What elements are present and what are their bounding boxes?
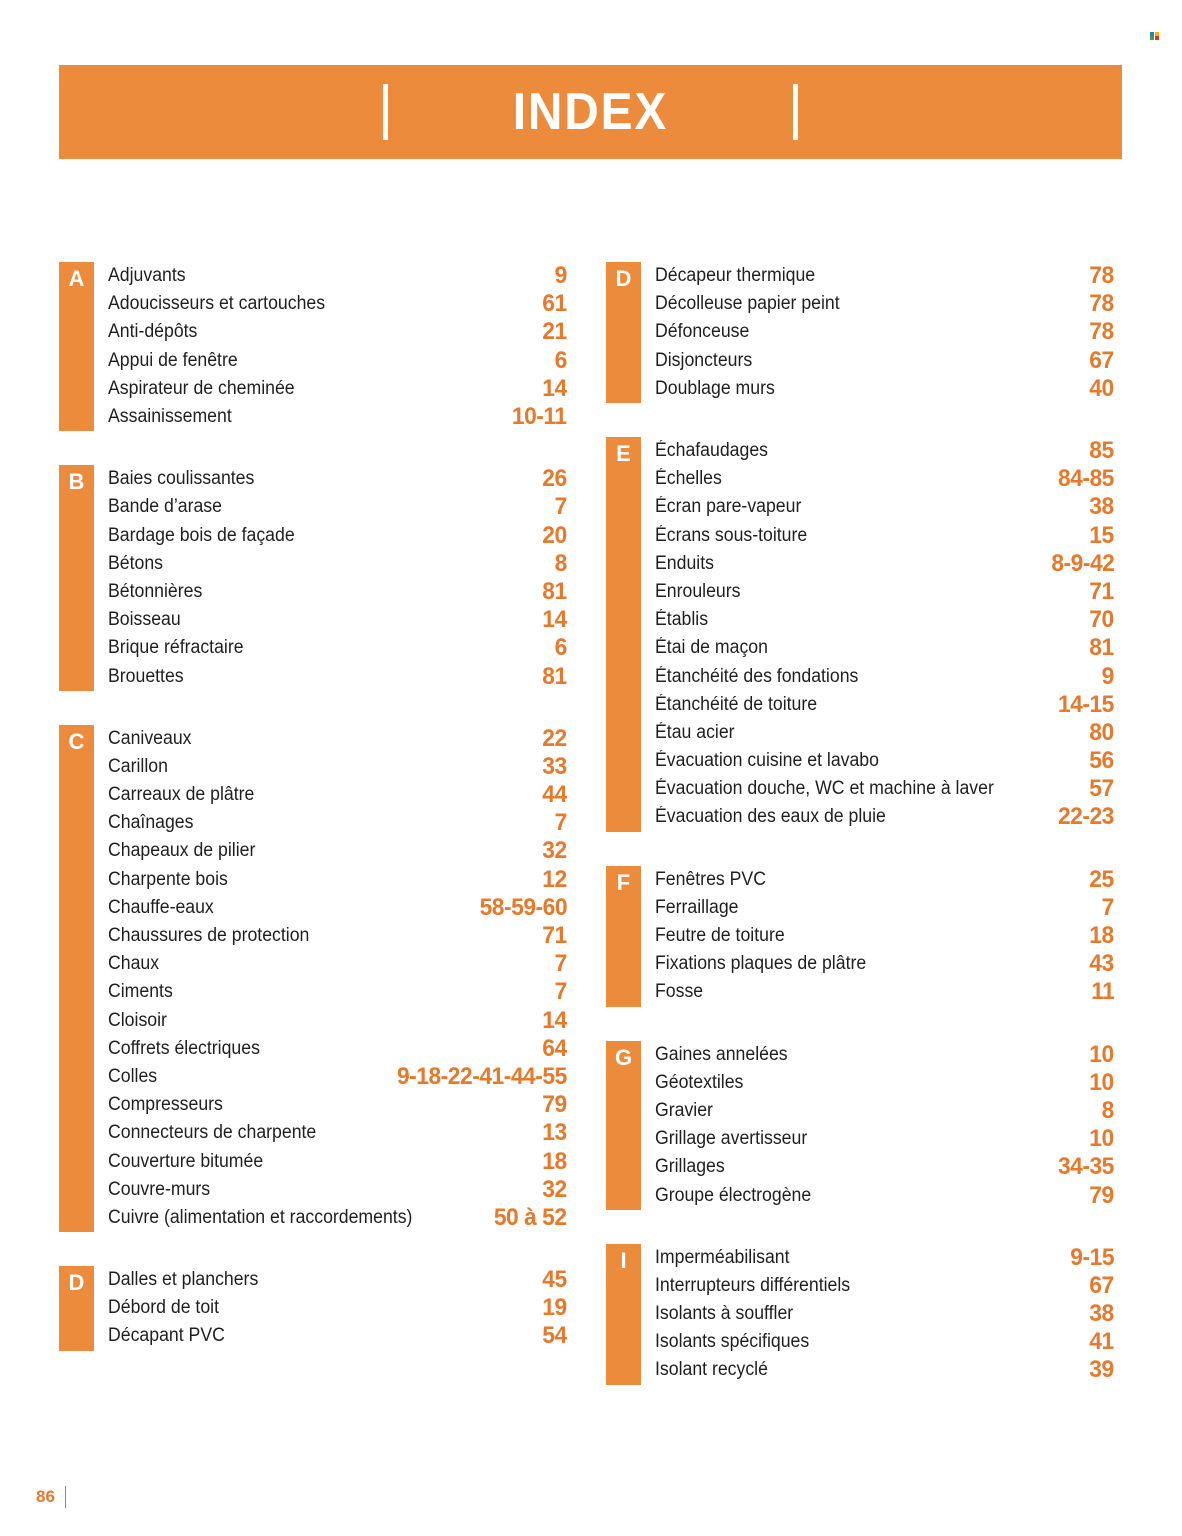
index-entry — [108, 978, 567, 1006]
entry-page: 7 — [554, 493, 567, 521]
entry-name: Coffrets électriques — [108, 1037, 260, 1059]
entry-page: 45 — [542, 1266, 567, 1294]
index-entry — [655, 691, 1114, 719]
index-entry — [655, 747, 1114, 775]
index-entry — [655, 347, 1114, 375]
index-entry — [108, 550, 567, 578]
entry-name: Fenêtres PVC — [655, 868, 766, 890]
entry-page: 8 — [1101, 1096, 1114, 1124]
entry-name: Baies coulissantes — [108, 468, 255, 490]
index-entry — [108, 1147, 567, 1175]
section-entries — [641, 437, 1114, 832]
section-entries — [94, 465, 567, 691]
index-section-a — [59, 262, 567, 431]
entry-name: Couvre-murs — [108, 1178, 211, 1200]
index-entry — [108, 866, 567, 894]
entry-page: 81 — [542, 577, 567, 605]
entry-name: Anti-dépôts — [108, 321, 198, 343]
section-entries — [641, 866, 1114, 1007]
entry-name: Étau acier — [655, 721, 735, 743]
index-entry — [108, 606, 567, 634]
section-entries — [94, 262, 567, 431]
entry-page: 81 — [542, 662, 567, 690]
entry-name: Bétons — [108, 552, 164, 574]
index-entry — [655, 1069, 1114, 1097]
index-entry — [108, 465, 567, 493]
entry-page: 26 — [542, 465, 567, 493]
section-letter: F — [606, 866, 641, 1007]
index-entry — [108, 809, 567, 837]
section-entries — [94, 1266, 567, 1351]
entry-name: Enduits — [655, 552, 714, 574]
index-entry — [655, 290, 1114, 318]
footer-divider — [65, 1486, 66, 1508]
entry-name: Échafaudages — [655, 440, 768, 462]
section-entries — [641, 262, 1114, 403]
entry-name: Enrouleurs — [655, 580, 741, 602]
entry-name: Chaînages — [108, 812, 194, 834]
index-entry — [108, 725, 567, 753]
section-letter: D — [59, 1266, 94, 1351]
entry-page: 81 — [1089, 634, 1114, 662]
section-letter: C — [59, 725, 94, 1232]
index-entry — [655, 662, 1114, 690]
entry-page: 33 — [542, 752, 567, 780]
entry-page: 10 — [1089, 1040, 1114, 1068]
entry-page: 25 — [1089, 865, 1114, 893]
entry-name: Étanchéité de toiture — [655, 693, 818, 715]
index-entry — [655, 437, 1114, 465]
entry-page: 67 — [1089, 1271, 1114, 1299]
index-section-e — [606, 437, 1114, 832]
entry-page: 57 — [1089, 775, 1114, 803]
index-entry — [108, 662, 567, 690]
entry-name: Écrans sous-toiture — [655, 524, 808, 546]
entry-name: Ferraillage — [655, 896, 739, 918]
entry-name: Défonceuse — [655, 321, 750, 343]
entry-page: 14-15 — [1058, 690, 1114, 718]
index-section-d — [59, 1266, 567, 1351]
index-entry — [655, 894, 1114, 922]
index-entry — [108, 1119, 567, 1147]
entry-name: Colles — [108, 1065, 158, 1087]
entry-name: Couverture bitumée — [108, 1150, 264, 1172]
index-entry — [108, 1266, 567, 1294]
entry-page: 64 — [542, 1034, 567, 1062]
index-column-left — [59, 262, 567, 1351]
entry-name: Brouettes — [108, 665, 184, 687]
entry-name: Échelles — [655, 468, 722, 490]
index-section-c — [59, 725, 567, 1232]
index-entry — [108, 1007, 567, 1035]
entry-page: 54 — [542, 1322, 567, 1350]
index-entry — [655, 375, 1114, 403]
entry-name: Isolants à souffler — [655, 1303, 794, 1325]
entry-name: Connecteurs de charpente — [108, 1122, 317, 1144]
index-entry — [108, 1091, 567, 1119]
index-entry — [655, 1097, 1114, 1125]
entry-page: 78 — [1089, 290, 1114, 318]
entry-name: Aspirateur de cheminée — [108, 377, 295, 399]
entry-name: Débord de toit — [108, 1297, 220, 1319]
index-entry — [655, 775, 1114, 803]
entry-name: Décolleuse papier peint — [655, 293, 840, 315]
entry-name: Boisseau — [108, 609, 181, 631]
entry-name: Charpente bois — [108, 868, 228, 890]
entry-name: Ciments — [108, 981, 173, 1003]
entry-page: 70 — [1089, 606, 1114, 634]
index-entry — [655, 606, 1114, 634]
index-entry — [108, 1204, 567, 1232]
entry-page: 7 — [1101, 893, 1114, 921]
index-entry — [655, 1153, 1114, 1181]
index-entry — [655, 922, 1114, 950]
entry-name: Évacuation des eaux de pluie — [655, 806, 886, 828]
entry-name: Gravier — [655, 1099, 713, 1121]
entry-name: Groupe électrogène — [655, 1184, 812, 1206]
index-entry — [655, 634, 1114, 662]
entry-name: Carreaux de plâtre — [108, 784, 255, 806]
entry-page: 40 — [1089, 374, 1114, 402]
entry-name: Cuivre (alimentation et raccordements) — [108, 1206, 413, 1228]
entry-page: 10 — [1089, 1125, 1114, 1153]
entry-name: Carillon — [108, 755, 168, 777]
section-letter: D — [606, 262, 641, 403]
entry-name: Isolant recyclé — [655, 1359, 768, 1381]
index-entry — [655, 1181, 1114, 1209]
index-entry — [655, 978, 1114, 1006]
index-entry — [655, 719, 1114, 747]
index-entry — [108, 262, 567, 290]
index-entry — [655, 866, 1114, 894]
entry-name: Adoucisseurs et cartouches — [108, 293, 326, 315]
index-entry — [108, 1294, 567, 1322]
entry-page: 9 — [554, 262, 567, 290]
entry-page: 61 — [542, 290, 567, 318]
entry-name: Cloisoir — [108, 1009, 167, 1031]
entry-name: Étanchéité des fondations — [655, 665, 859, 687]
section-letter: E — [606, 437, 641, 832]
entry-name: Bardage bois de façade — [108, 524, 295, 546]
index-entry — [108, 578, 567, 606]
entry-page: 14 — [542, 606, 567, 634]
entry-name: Isolants spécifiques — [655, 1331, 810, 1353]
index-header — [59, 65, 1122, 159]
entry-page: 9-18-22-41-44-55 — [397, 1062, 567, 1090]
entry-page: 67 — [1089, 346, 1114, 374]
entry-name: Chaux — [108, 953, 160, 975]
header-divider-left — [383, 84, 388, 140]
entry-name: Compresseurs — [108, 1094, 223, 1116]
section-letter: A — [59, 262, 94, 431]
index-entry — [108, 1035, 567, 1063]
index-section-i — [606, 1244, 1114, 1385]
entry-page: 22-23 — [1058, 803, 1114, 831]
entry-name: Gaines annelées — [655, 1043, 788, 1065]
entry-name: Géotextiles — [655, 1071, 744, 1093]
entry-page: 14 — [542, 374, 567, 402]
index-entry — [108, 493, 567, 521]
entry-page: 10 — [1089, 1068, 1114, 1096]
entry-page: 38 — [1089, 493, 1114, 521]
entry-name: Doublage murs — [655, 377, 775, 399]
entry-page: 79 — [1089, 1181, 1114, 1209]
entry-page: 32 — [542, 1175, 567, 1203]
index-column-right — [606, 262, 1114, 1385]
entry-name: Grillages — [655, 1156, 725, 1178]
index-entry — [655, 550, 1114, 578]
entry-page: 71 — [542, 922, 567, 950]
entry-page: 78 — [1089, 318, 1114, 346]
entry-page: 12 — [542, 865, 567, 893]
index-entry — [108, 1063, 567, 1091]
entry-page: 10-11 — [512, 403, 567, 431]
index-entry — [655, 1356, 1114, 1384]
index-entry — [108, 894, 567, 922]
index-entry — [108, 753, 567, 781]
index-entry — [655, 1300, 1114, 1328]
entry-name: Caniveaux — [108, 727, 192, 749]
entry-page: 58-59-60 — [479, 893, 567, 921]
entry-name: Interrupteurs différentiels — [655, 1274, 851, 1296]
entry-name: Écran pare-vapeur — [655, 496, 802, 518]
index-entry — [108, 347, 567, 375]
entry-page: 32 — [542, 837, 567, 865]
entry-name: Appui de fenêtre — [108, 349, 238, 371]
entry-name: Chaussures de protection — [108, 925, 310, 947]
entry-page: 18 — [542, 1147, 567, 1175]
section-entries — [641, 1041, 1114, 1210]
index-entry — [655, 950, 1114, 978]
entry-name: Étai de maçon — [655, 637, 768, 659]
entry-page: 80 — [1089, 718, 1114, 746]
entry-name: Évacuation douche, WC et machine à laver — [655, 778, 994, 800]
index-entry — [655, 493, 1114, 521]
index-entry — [108, 318, 567, 346]
index-entry — [655, 1125, 1114, 1153]
entry-name: Disjoncteurs — [655, 349, 753, 371]
section-letter: B — [59, 465, 94, 691]
entry-name: Décapeur thermique — [655, 265, 816, 287]
index-entry — [108, 1322, 567, 1350]
index-entry — [108, 290, 567, 318]
index-entry — [108, 522, 567, 550]
index-entry — [108, 1176, 567, 1204]
index-entry — [655, 578, 1114, 606]
entry-page: 34-35 — [1058, 1153, 1114, 1181]
page-number: 86 — [36, 1487, 55, 1506]
index-entry — [655, 318, 1114, 346]
entry-name: Chapeaux de pilier — [108, 840, 256, 862]
index-entry — [108, 837, 567, 865]
entry-page: 8-9-42 — [1050, 549, 1114, 577]
corner-color-mark — [1150, 32, 1160, 38]
index-section-b — [59, 465, 567, 691]
entry-name: Chauffe-eaux — [108, 896, 214, 918]
entry-page: 7 — [554, 978, 567, 1006]
entry-page: 11 — [1090, 978, 1114, 1006]
index-entry — [655, 522, 1114, 550]
section-entries — [94, 725, 567, 1232]
index-section-g — [606, 1041, 1114, 1210]
index-entry — [655, 262, 1114, 290]
entry-page: 38 — [1089, 1300, 1114, 1328]
entry-name: Dalles et planchers — [108, 1269, 259, 1291]
entry-page: 7 — [554, 950, 567, 978]
entry-page: 41 — [1089, 1328, 1114, 1356]
entry-name: Décapant PVC — [108, 1325, 225, 1347]
entry-name: Assainissement — [108, 406, 232, 428]
section-letter: I — [606, 1244, 641, 1385]
section-entries — [641, 1244, 1114, 1385]
entry-name: Brique réfractaire — [108, 637, 244, 659]
entry-name: Bande d’arase — [108, 496, 222, 518]
entry-page: 78 — [1089, 262, 1114, 290]
entry-page: 18 — [1089, 922, 1114, 950]
index-entry — [108, 950, 567, 978]
entry-name: Adjuvants — [108, 265, 186, 287]
index-entry — [108, 634, 567, 662]
entry-page: 21 — [542, 318, 567, 346]
entry-page: 8 — [554, 549, 567, 577]
entry-page: 39 — [1089, 1356, 1114, 1384]
entry-page: 13 — [542, 1119, 567, 1147]
entry-page: 20 — [542, 521, 567, 549]
entry-name: Bétonnières — [108, 580, 203, 602]
index-entry — [655, 1272, 1114, 1300]
entry-name: Établis — [655, 609, 709, 631]
entry-page: 9 — [1101, 662, 1114, 690]
index-entry — [108, 403, 567, 431]
index-entry — [655, 465, 1114, 493]
header-divider-right — [793, 84, 798, 140]
entry-name: Fosse — [655, 981, 704, 1003]
index-entry — [655, 1244, 1114, 1272]
index-entry — [655, 803, 1114, 831]
index-entry — [108, 922, 567, 950]
entry-page: 19 — [542, 1294, 567, 1322]
page-footer — [36, 1486, 66, 1508]
page-title: INDEX — [512, 83, 669, 141]
entry-page: 79 — [542, 1091, 567, 1119]
entry-name: Fixations plaques de plâtre — [655, 953, 867, 975]
entry-page: 14 — [542, 1006, 567, 1034]
entry-page: 15 — [1089, 521, 1114, 549]
entry-page: 22 — [542, 724, 567, 752]
index-entry — [655, 1041, 1114, 1069]
index-entry — [108, 375, 567, 403]
entry-page: 44 — [542, 781, 567, 809]
entry-page: 9-15 — [1070, 1243, 1114, 1271]
entry-name: Grillage avertisseur — [655, 1128, 808, 1150]
entry-page: 71 — [1089, 577, 1114, 605]
entry-page: 50 à 52 — [494, 1203, 567, 1231]
index-section-f — [606, 866, 1114, 1007]
entry-page: 7 — [554, 809, 567, 837]
entry-name: Imperméabilisant — [655, 1246, 790, 1268]
entry-page: 6 — [554, 634, 567, 662]
index-section-d — [606, 262, 1114, 403]
entry-page: 43 — [1089, 950, 1114, 978]
entry-page: 84-85 — [1058, 465, 1114, 493]
index-entry — [108, 781, 567, 809]
entry-page: 85 — [1089, 437, 1114, 465]
entry-page: 56 — [1089, 747, 1114, 775]
index-entry — [655, 1328, 1114, 1356]
entry-name: Feutre de toiture — [655, 925, 785, 947]
entry-page: 6 — [554, 346, 567, 374]
section-letter: G — [606, 1041, 641, 1210]
entry-name: Évacuation cuisine et lavabo — [655, 750, 879, 772]
